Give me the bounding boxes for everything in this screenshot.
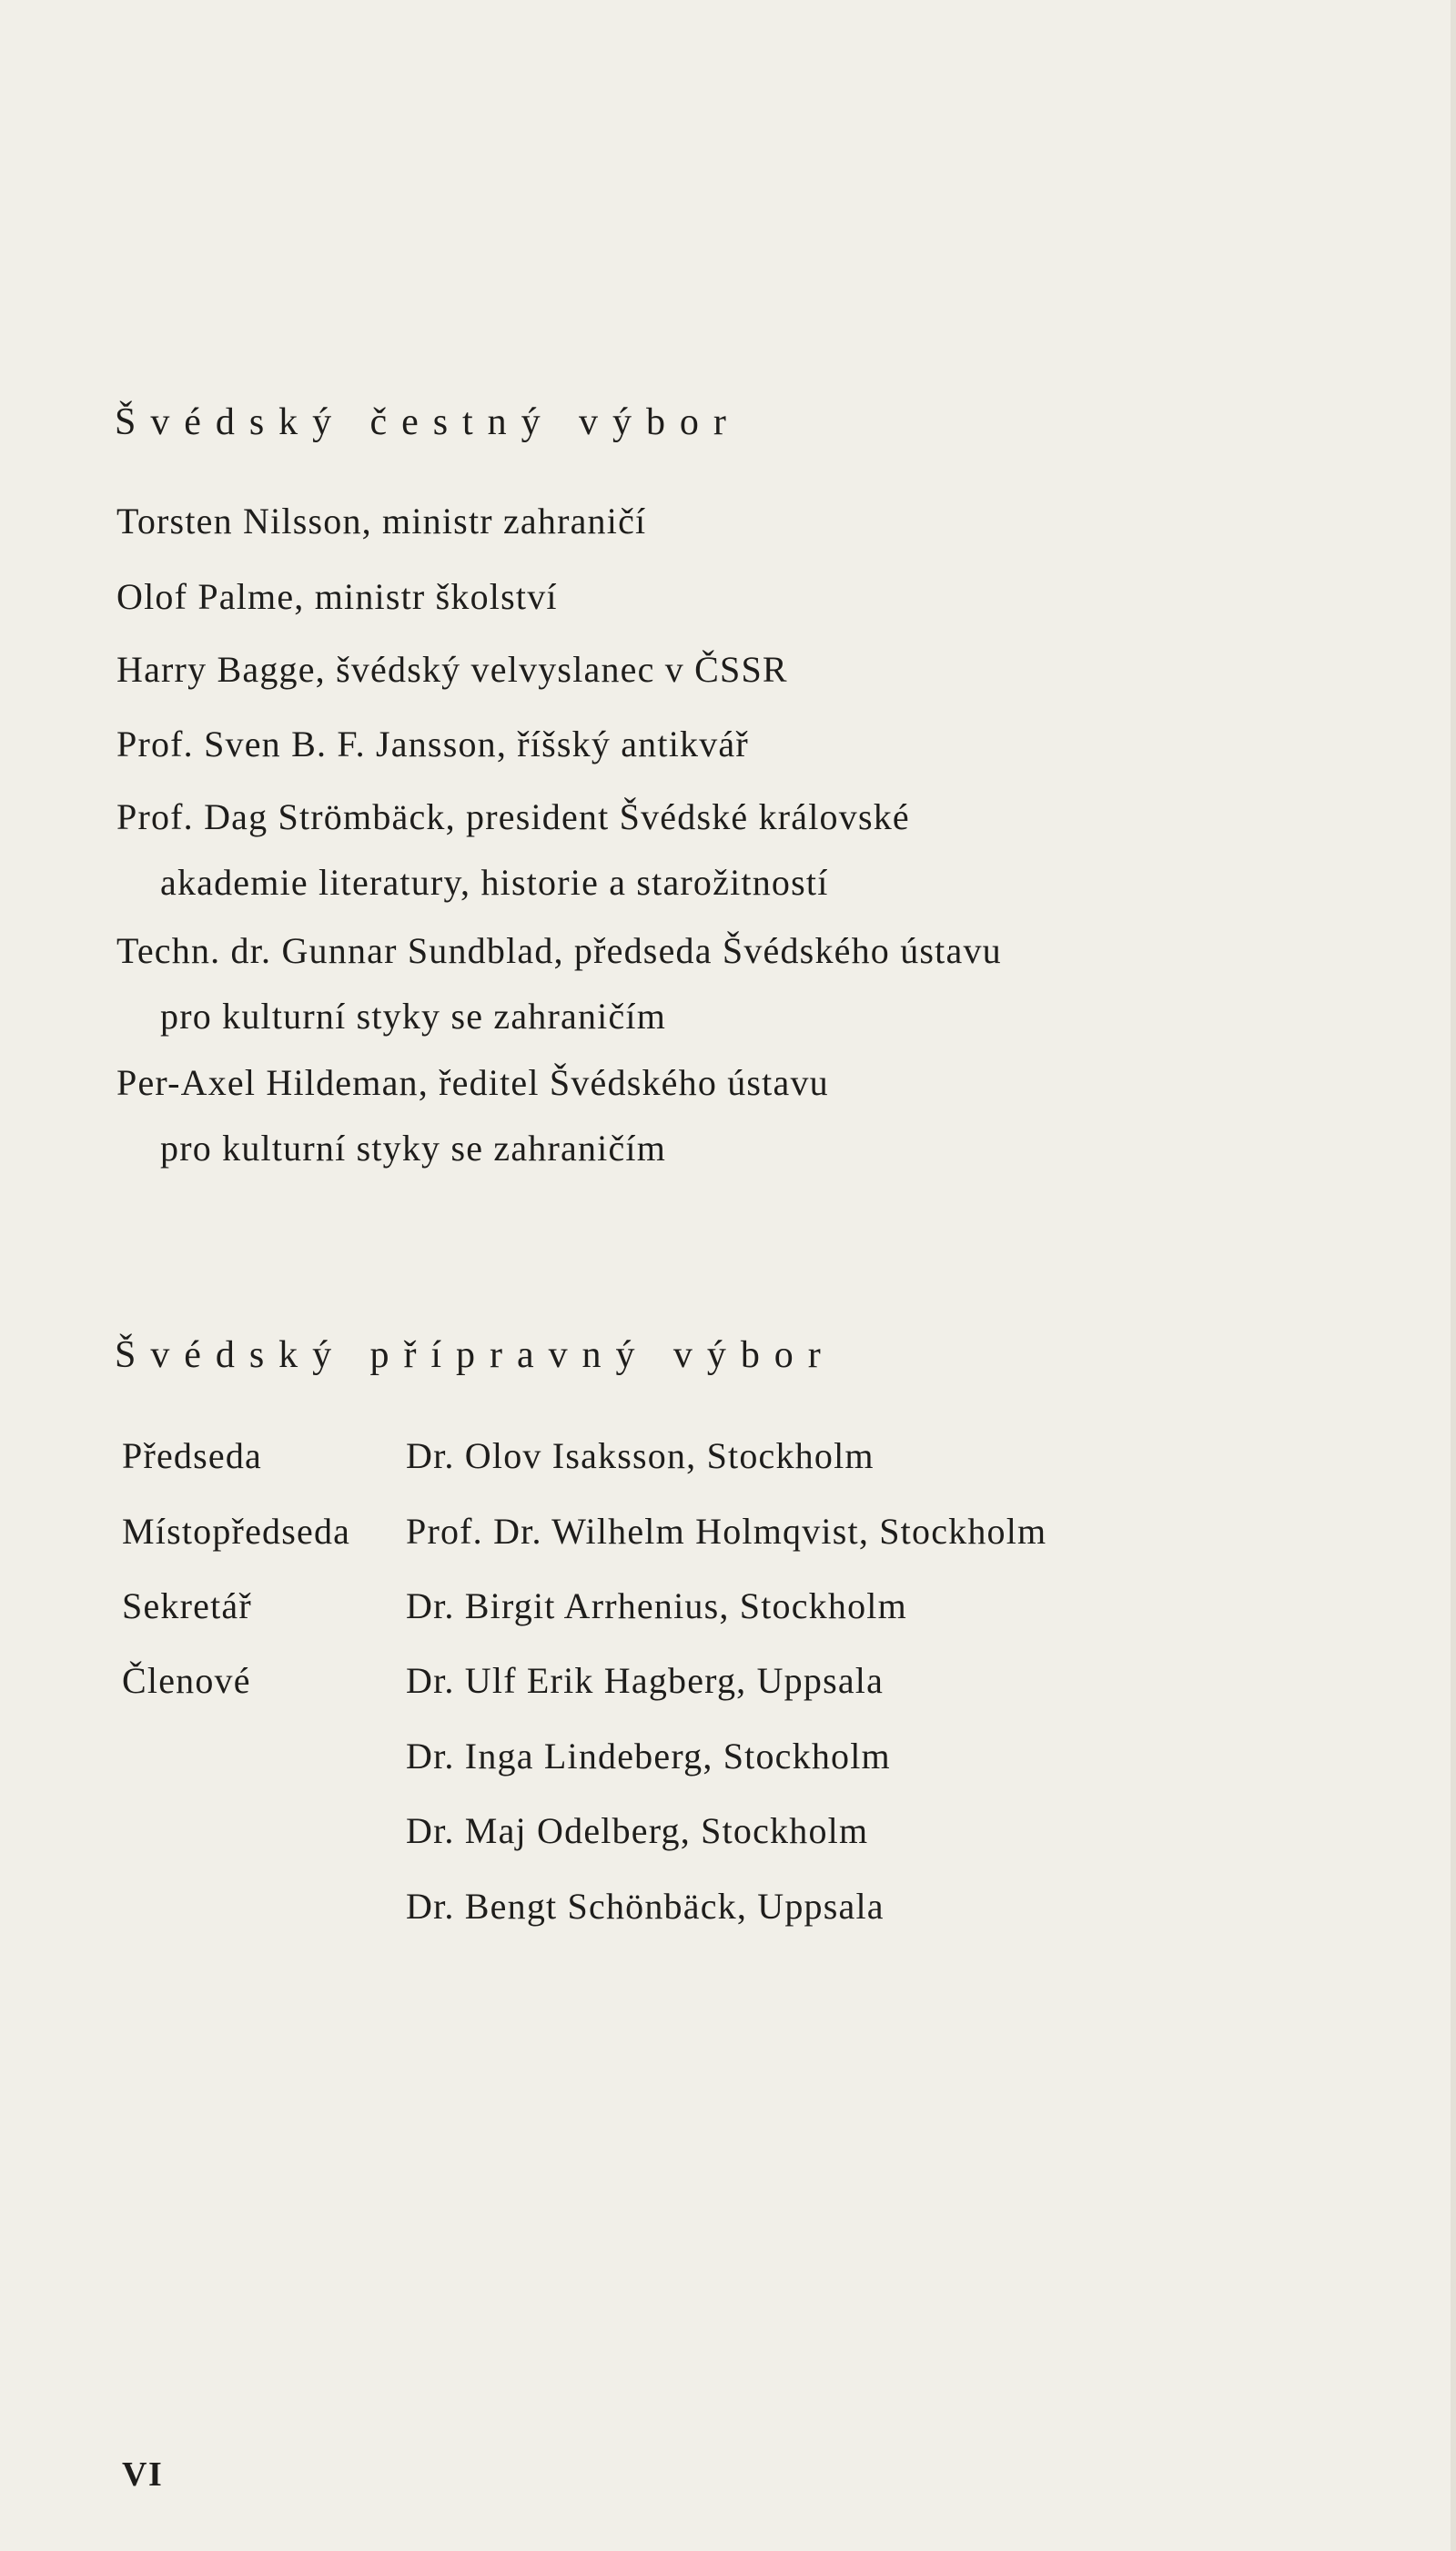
committee-role: Sekretář (122, 1585, 252, 1626)
honorary-member (116, 503, 646, 540)
committee-member-name: Dr. Bengt Schönbäck, Uppsala (406, 1886, 885, 1927)
committee-member-name: Dr. Birgit Arrhenius, Stockholm (406, 1585, 907, 1626)
honorary-member-line: Prof. Dag Strömbäck, president Švédské královské (116, 796, 910, 837)
honorary-member-continuation: pro kulturní styky se zahraničím (160, 996, 667, 1037)
honorary-member-line: Techn. dr. Gunnar Sundblad, předseda Švédského ústavu (116, 930, 1002, 971)
committee-member-name: Dr. Olov Isaksson, Stockholm (406, 1435, 875, 1476)
committee-member-name: Dr. Ulf Erik Hagberg, Uppsala (406, 1660, 885, 1701)
committee-role: Předseda (122, 1435, 262, 1476)
honorary-member-line: Harry Bagge, švédský velvyslanec v ČSSR (116, 649, 788, 690)
preparatory-committee-heading: Švédský přípravný výbor (115, 1334, 835, 1376)
honorary-member-line: Torsten Nilsson, ministr zahraničí (116, 501, 647, 542)
committee-member-name: Prof. Dr. Wilhelm Holmqvist, Stockholm (406, 1511, 1047, 1552)
committee-member-name: Dr. Maj Odelberg, Stockholm (406, 1810, 869, 1851)
honorary-member (116, 930, 1002, 1037)
honorary-member-line: Per-Axel Hildeman, ředitel Švédského ústavu (116, 1062, 829, 1103)
honorary-member-line: Olof Palme, ministr školství (116, 576, 558, 617)
honorary-member (116, 726, 749, 763)
committee-role: Členové (122, 1660, 251, 1701)
committee-member-name: Dr. Inga Lindeberg, Stockholm (406, 1736, 891, 1777)
honorary-member-continuation: pro kulturní styky se zahraničím (160, 1128, 667, 1169)
page-number: VI (122, 2455, 164, 2494)
page-edge (1451, 0, 1456, 2551)
committee-role: Místopředseda (122, 1511, 351, 1552)
honorary-committee-heading: Švédský čestný výbor (115, 401, 741, 443)
honorary-member (116, 1062, 829, 1169)
honorary-member-continuation: akademie literatury, historie a starožitností (160, 862, 829, 903)
honorary-member (116, 649, 788, 690)
honorary-member (116, 796, 910, 903)
honorary-member-line: Prof. Sven B. F. Jansson, říšský antikvář (116, 724, 749, 764)
honorary-member (116, 576, 558, 617)
